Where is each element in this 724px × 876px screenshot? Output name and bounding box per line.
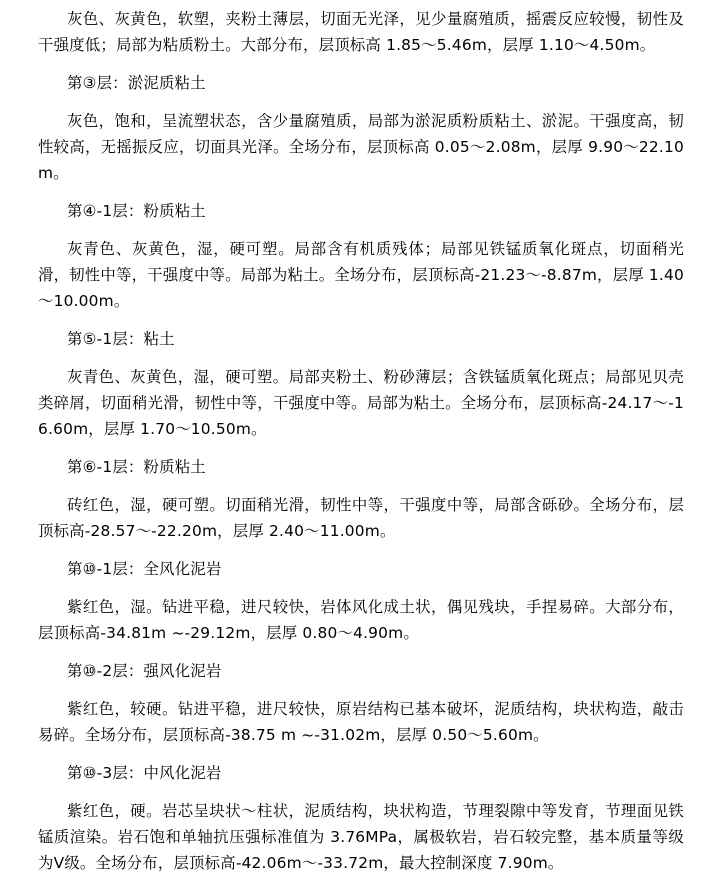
layer-6-1-heading: 第⑥-1层：粉质粘土 [67,458,206,476]
layer-6-1-description: 砖红色，湿，硬可塑。切面稍光滑，韧性中等，干强度中等，局部含砾砂。全场分布，层顶标高-28.57～-22.20m，层厚 2.40～11.00m。 [38,496,684,540]
layer-3-heading: 第③层：淤泥质粘土 [67,74,206,92]
layer-5-1-description: 灰青色、灰黄色，湿，硬可塑。局部夹粉土、粉砂薄层；含铁锰质氧化斑点；局部见贝壳类碎屑，切面稍光滑，韧性中等，干强度中等。局部为粘土。全场分布，层顶标高-24.17～-16.60m，层厚 1.70～10.50m。 [38,368,684,438]
layer-10-3-heading: 第⑩-3层：中风化泥岩 [67,764,222,782]
layer-10-1-description: 紫红色，湿。钻进平稳，进尺较快，岩体风化成土状，偶见残块，手捏易碎。大部分布，层顶标高-34.81m ~-29.12m，层厚 0.80～4.90m。 [38,598,684,642]
layer-4-1-heading: 第④-1层：粉质粘土 [67,202,206,220]
layer-5-1-heading: 第⑤-1层：粘土 [67,330,175,348]
layer-10-2-heading: 第⑩-2层：强风化泥岩 [67,662,222,680]
layer-4-1-description: 灰青色、灰黄色，湿，硬可塑。局部含有机质残体；局部见铁锰质氧化斑点，切面稍光滑，韧性中等，干强度中等。局部为粘土。全场分布，层顶标高-21.23～-8.87m，层厚 1.40～10.00m。 [38,240,684,310]
layer-2-description: 灰色、灰黄色，软塑，夹粉土薄层，切面无光泽，见少量腐殖质，摇震反应较慢，韧性及干强度低；局部为粘质粉土。大部分布，层顶标高 1.85～5.46m，层厚 1.10～4.50m。 [38,10,684,54]
layer-3-description: 灰色，饱和，呈流塑状态，含少量腐殖质，局部为淤泥质粉质粘土、淤泥。干强度高，韧性较高，无摇振反应，切面具光泽。全场分布，层顶标高 0.05～2.08m，层厚 9.90～22.10m。 [38,112,684,182]
layer-10-1-heading: 第⑩-1层：全风化泥岩 [67,560,222,578]
layer-10-3-description: 紫红色，硬。岩芯呈块状～柱状，泥质结构，块状构造，节理裂隙中等发育，节理面见铁锰质渲染。岩石饱和单轴抗压强标准值为 3.76MPa，属极软岩，岩石较完整，基本质量等级为Ⅴ级。全场分布，层顶标高-42.06m～-33.72m，最大控制深度 7.90m。 [38,802,684,872]
layer-10-2-description: 紫红色，较硬。钻进平稳，进尺较快，原岩结构已基本破坏，泥质结构，块状构造，敲击易碎。全场分布，层顶标高-38.75 m ~-31.02m，层厚 0.50～5.60m。 [38,700,684,744]
